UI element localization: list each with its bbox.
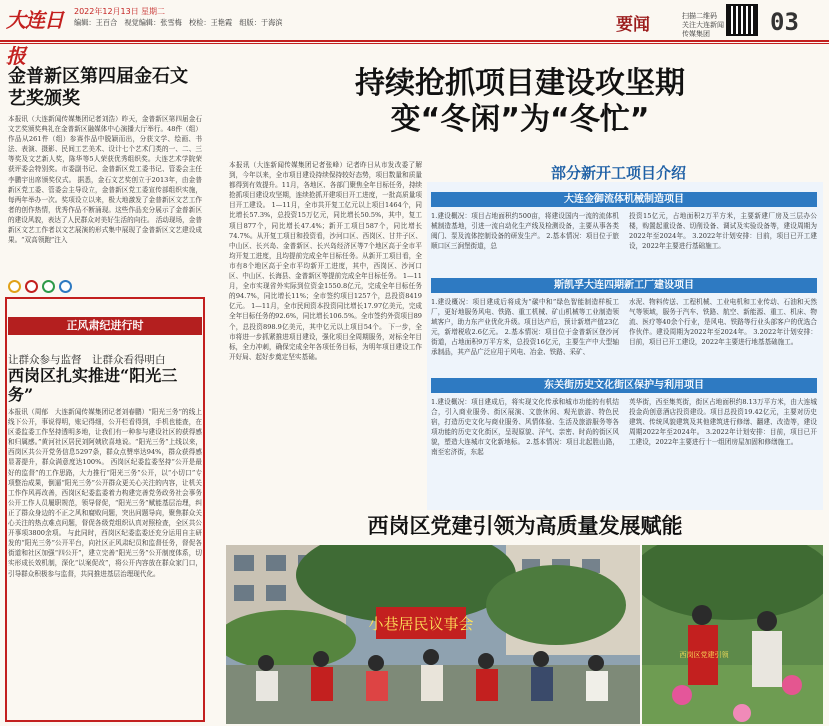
column-banner bbox=[8, 317, 202, 335]
circle-icon bbox=[59, 280, 72, 293]
boxed-article-body: 本报讯（周郁 大连新闻传媒集团记者刘春鹏）“阳光三务”的线上线下公开，事说得明，账记得细，公开栏看得到，手机也能查，在区委监委工作坚持透明多地，让我们有一种参与建设社区的获得感和归属感。”黄河社区居民刘阿姨欣喜地说。“阳光三务”上线以来，西岗区共公开党务信息5297条，群众点赞率达94%，群众获得感显著提升，群众满意度达100%。 西岗区纪委监委坚持“公开是最好的监督”的工作思路，大力推行“阳光三务”公开，以“小切口”专项整治成果，倒逼“阳光三务”公开群众更关心关注的内容，让机关工作作风再改善，西岗区纪委监委着力构建完善党务政务社会事务公开工作人员履职规范，领导督促，“阳光三务”赋能基层治理，纠正了群众身边的不正之风和腐败问题，突出问题导向，聚焦群众关心关注的热点难点问题，督促各级党组织认真对照检查，全区共公开事项3800余项。 与此同时，西岗区纪委监委还充分运用自主研发的“阳光三务”公开平台，向社区正风肃纪员和监督任务，督促各街道和社区加强“四公开”，建立完善“阳光三务”公开制度体系，切实形成长效机制，深化“以案促改”，将公开内容放在群众家门口，引导群众积极参与监督，共同推进基层治理现代化。 bbox=[8, 408, 202, 578]
project-desc-col2: 投资15亿元，占地面积2万平方米，主要新建厂房及三层办公楼，购置起重设备、切削设备、调试及实验设备等，建设周期为2022年至2024年。 3.2022年计划安排：目前，项目已开工建设，2022年主要进行基础施工。 bbox=[629, 212, 817, 251]
issue-date: 2022年12月13日 bbox=[74, 7, 139, 16]
circle-icon bbox=[25, 280, 38, 293]
header-rule bbox=[0, 40, 829, 42]
project-desc-col1: 1.建设概况：项目建成后将成为“碳中和”绿色智能制造样板工厂，更好地服务风电、铁路、重工机械、矿山机械等工业制造领域客户，助力东产业优化升级。项目达产后，预计新增产值23亿元，新增税收2.6亿元。 2.基本情况：项目位于金普新区登沙河街道，占地面积9万平方米，总投资16亿元，主要生产中大型轴承制品，其产品广泛应用于风电、冶金、铁路、采矿、 bbox=[431, 298, 619, 357]
project-item bbox=[431, 192, 817, 287]
header-rule-thin bbox=[0, 43, 829, 44]
boxed-article-title[interactable]: 西岗区扎实推进“阳光三务” bbox=[8, 366, 178, 404]
left-article-title[interactable]: 金普新区第四届金石文艺奖颁奖 bbox=[8, 66, 188, 109]
main-headline[interactable] bbox=[240, 66, 800, 138]
photo-sign-text: 小巷居民议事会 bbox=[368, 615, 474, 633]
news-photo-2-scene bbox=[642, 545, 823, 724]
project-name[interactable]: 大连金御流体机械制造项目 bbox=[431, 192, 817, 207]
boxed-article-kicker: 让群众参与监督 让群众看得明白 bbox=[8, 354, 166, 366]
news-photo[interactable] bbox=[226, 545, 640, 724]
qr-caption: 扫描二维码 关注大连新闻 传媒集团 bbox=[682, 12, 724, 38]
project-item bbox=[431, 378, 817, 509]
section-name: 要闻 bbox=[616, 15, 650, 35]
bottom-headline[interactable]: 西岗区党建引领为高质量发展赋能 bbox=[367, 514, 683, 538]
project-desc-col2: 英华街，西至集英街，街区占地面积约8.13万平方米，由大连城投金尚创意酒店投资建设。项目总投资19.42亿元，主要对历史建筑、传统风貌建筑及其他建筑进行修缮、翻建、改造等，建设周期2022年至2024年。 3.2022年计划安排：目前，项目已开工建设，2022年主要进行十一组团房屋加固和修缮施工。 bbox=[629, 398, 817, 447]
column-banner-label: 正风肃纪进行时 bbox=[66, 319, 144, 332]
circle-icon bbox=[42, 280, 55, 293]
left-article-body: 本报讯（大连新闻传媒集团记者刘浩）昨天，金普新区第四届金石文艺奖颁奖典礼在金普新区融媒体中心演播大厅举行。48件（组）作品从261件（组）参赛作品中脱颖而出，分获文学、绘画、书法、表演、摄影、民间工艺美术、设计七个艺术门类的一、二、三等奖及文艺新人奖，陈华等5人荣获优秀组织奖。大连艺术学院荣获评委会特别奖。市委副书记、金普新区党工委书记、管委会主任李鹏宇出席颁奖仪式。 据悉，金石文艺奖创立于2013年，由金普新区党工委、管委会主导设立，金普新区党工委宣传部组织实施，每两年举办一次。奖项设立以来，极大地激发了金普新区文艺工作者的创作热情，优秀作品不断涌现。这些作品充分展示了金普新区的建设风貌，表达了人民群众对美好生活的向往。 活动现场，金普新区文艺工作者以文艺展演的形式集中展现了金普新区文艺建设成果。“双高领跑”注入 bbox=[8, 115, 202, 245]
project-desc-col1: 1.建设概况：项目建成后，将实现文化传承和城市功能的有机结合，引入商业服务、街区展演、文旅休闲、观光旅游、特色民宿，打造历史文化与商业服务、风情体验、生活及旅游服务等各项功能的历史文化街区，呈现原貌、洋气、亲密、时尚的街区风貌，塑造大连城市文化新地标。 2.基本情况：项目北起胜山路，南至宏济街，东起 bbox=[431, 398, 619, 457]
project-desc-col1: 1.建设概况：项目占地面积约500亩，将建设国内一流的流体机械制造基地，引进一流自动化生产线及检测设备，主要从事各类阀门、泵及流体控制设备的研发生产。 2.基本情况：项目位于旅顺口区三涧堡街道，总 bbox=[431, 212, 619, 251]
project-name[interactable]: 斯凯孚大连四期新工厂建设项目 bbox=[431, 278, 817, 293]
news-photo-2[interactable] bbox=[642, 545, 823, 724]
qr-code-icon[interactable] bbox=[726, 4, 758, 36]
photo2-vest-text: 西岗区党建引领 bbox=[679, 651, 729, 659]
main-headline-line1: 持续抢抓项目建设攻坚期 bbox=[355, 66, 685, 101]
header-info bbox=[74, 6, 304, 28]
circle-icon bbox=[8, 280, 21, 293]
projects-panel-title: 部分新开工项目介绍 bbox=[551, 164, 687, 182]
news-photo-scene bbox=[226, 545, 640, 724]
page-number: 03 bbox=[770, 8, 799, 36]
project-desc-col2: 水泥、物料传送、工程机械、工业电机和工业传动、石油和天然气等领域，服务于汽车、铁路、航空、新能源、重工、机床、物流、医疗等40余个行业，是风电、铁路等行业头部客户的优选合作伙伴。建设周期为2022年至2024年。 3.2022年计划安排：目前，项目已开工建设，2022年主要进行地基基础施工。 bbox=[629, 298, 817, 347]
main-headline-line2: 变“冬闲”为“冬忙” bbox=[390, 102, 650, 137]
project-name[interactable]: 东关街历史文化街区保护与利用项目 bbox=[431, 378, 817, 393]
issue-weekday: 星期二 bbox=[141, 7, 166, 16]
masthead-logo: 大连日报 bbox=[6, 8, 63, 68]
main-article-body: 本报讯（大连新闻传媒集团记者张峰）记者昨日从市发改委了解到，今年以来，全市项目建设持续保持较好态势，项目数量和质量都得到有效提升。11月，各地区、各部门聚焦全年目标任务，持续抢抓项目建设攻坚期，连续抢抓开建项目开工进度，一批高质量项目开工建设。 1—11月，全市共开复工亿元以上项目1464个，同比增长57.3%，总投资15万亿元，同比增长50.5%，其中，复工项目877个，同比增长47.4%；新开工项目587个，同比增长74.7%。从开复工项目和投资看，沙河口区、西岗区、甘井子区、中山区、长兴岛、金普新区、长兴岛经济区等7个地区高于全市平均开复工进度，且均提前完成全年目标任务。从新开工项目看，全市有8个地区高于全市平均新开工进度，其中，西岗区、沙河口区、中山区、长海县、金普新区等提前完成全年目标任务。 1—11月，全市实现省外实际到位资金1550.8亿元，完成全年目标任务的94.7%，同比增长11%；全市签约项目1257个，总投资8419亿元。 1—11月，全市民间资本投资同比增长17.97亿美元，完成全年目标任务的92.6%，同比增长106.5%。全市签约外资项目89个，总投资898.9亿美元，其中亿元以上项目54个。 下一步，全市将进一步抓紧推进项目建设，强化项目全周期服务，对标全年目标，全力冲刺，确保完成全年各项任务目标，为明年项目建设工作开好局、起好步奠定坚实基础。 bbox=[229, 161, 422, 361]
project-item bbox=[431, 278, 817, 377]
decorative-dots bbox=[8, 278, 88, 292]
editor-credits: 编辑：王百合 视觉编辑：张雪梅 校检：王艳霞 组版：于海滨 bbox=[74, 18, 283, 27]
